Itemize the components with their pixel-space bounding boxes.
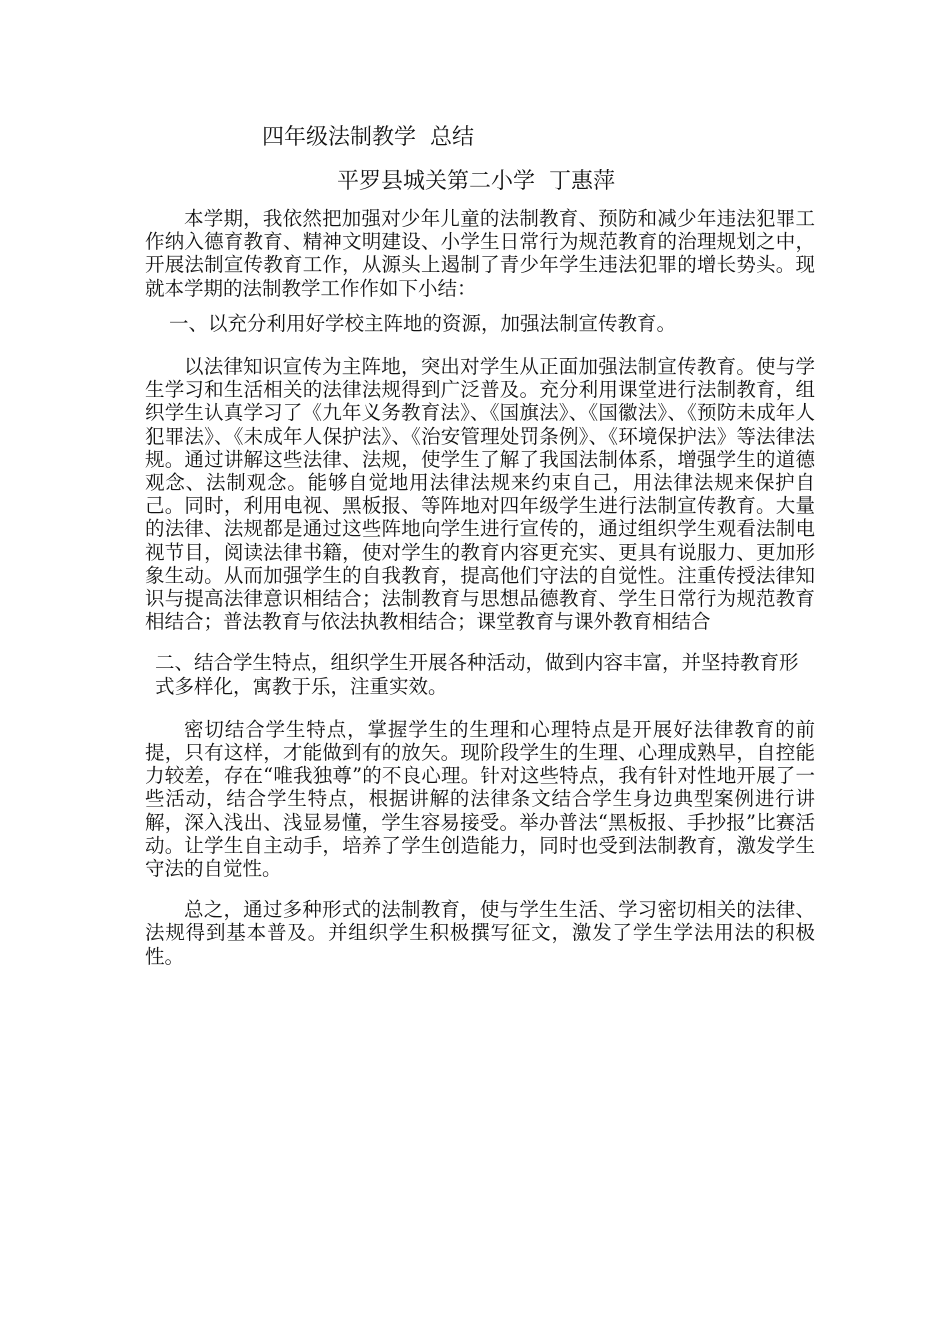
intro-paragraph: 本学期，我依然把加强对少年儿童的法制教育、预防和减少年违法犯罪工作纳入德育教育、精神文明建设、小学生日常行为规范教育的治理规划之中，开展法制宣传教育工作，从源头上遏制了青少年学生违法犯罪的增长势头。现就本学期的法制教学工作作如下小结： (145, 207, 815, 300)
section-heading-2: 二、结合学生特点，组织学生开展各种活动，做到内容丰富，并坚持教育形式多样化，寓教于乐，注重实效。 (155, 651, 799, 698)
section-1-paragraph: 以法律知识宣传为主阵地，突出对学生从正面加强法制宣传教育。使与学生学习和生活相关的法律法规得到广泛普及。充分利用课堂进行法制教育，组织学生认真学习了《九年义务教育法》、《国旗法》、《国徽法》、《预防未成年人犯罪法》、《未成年人保护法》、《治安管理处罚条例》、《环境保护法》等法律法规。通过讲解这些法律、法规，使学生了解了我国法制体系，增强学生的道德观念、法制观念。能够自觉地用法律法规来约束自己，用法律法规来保护自己。同时，利用电视、黑板报、等阵地对四年级学生进行法制宣传教育。大量的法律、法规都是通过这些阵地向学生进行宣传的，通过组织学生观看法制电视节目，阅读法律书籍，使对学生的教育内容更充实、更具有说服力、更加形象生动。从而加强学生的自我教育，提高他们守法的自觉性。注重传授法律知识与提高法律意识相结合；法制教育与思想品德教育、学生日常行为规范教育相结合；普法教育与依法执教相结合；课堂教育与课外教育相结合 (145, 355, 815, 634)
section-heading-1: 一、以充分利用好学校主阵地的资源，加强法制宣传教育。 (169, 311, 677, 335)
conclusion-paragraph: 总之，通过多种形式的法制教育，使与学生生活、学习密切相关的法律、法规得到基本普及。并组织学生积极撰写征文，激发了学生学法用法的积极性。 (145, 898, 815, 968)
document-author: 平罗县城关第二小学 丁惠萍 (337, 169, 615, 194)
document-title: 四年级法制教学 总结 (262, 125, 474, 150)
document-body (145, 207, 815, 968)
section-2-paragraph: 密切结合学生特点，掌握学生的生理和心理特点是开展好法律教育的前提，只有这样，才能做到有的放矢。现阶段学生的生理、心理成熟早，自控能力较差，存在“唯我独尊”的不良心理。针对这些特点，我有针对性地开展了一些活动，结合学生特点，根据讲解的法律条文结合学生身边典型案例进行讲解，深入浅出、浅显易懂，学生容易接受。举办普法“黑板报、手抄报”比赛活动。让学生自主动手，培养了学生创造能力，同时也受到法制教育，激发学生守法的自觉性。 (145, 717, 815, 881)
